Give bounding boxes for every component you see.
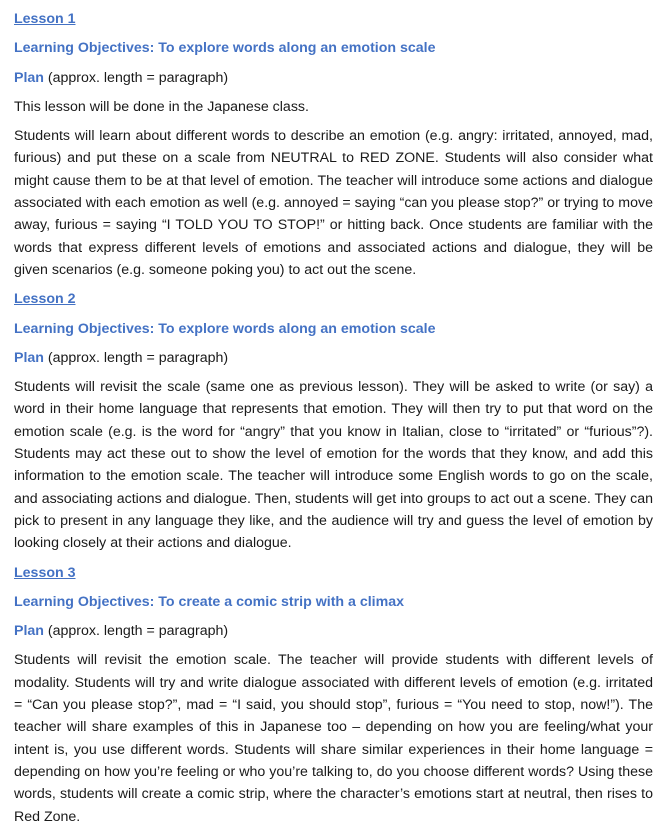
plan-line [14,347,653,369]
plan-line [14,67,653,89]
lesson-paragraph: Students will learn about different words to describe an emotion (e.g. angry: irritated, annoyed, mad, furious) and put these on a scale from NEUTRAL to RED ZONE. Students will also consider what might cause them to be at that level of emotion. The teacher will introduce some actions and dialogue associated with each emotion as well (e.g. annoyed = saying “can you please stop?” or trying to move away, furious = saying “I TOLD YOU TO STOP!” or hitting back. Once students are familiar with the words that express different levels of emotions and associated actions and dialogue, they will be given scenarios (e.g. someone poking you) to act out the scene. [14,128,653,278]
plan-label: Plan [14,623,44,640]
lesson-section-2 [14,288,653,554]
plan-label: Plan [14,69,44,86]
lesson-section-3 [14,562,653,828]
plan-note: (approx. length = paragraph) [43,623,229,640]
lesson-paragraph: Students will revisit the emotion scale. The teacher will provide students with different levels of modality. Students will try and write dialogue associated with different levels of emotion (e.g. irritated = “Can you please stop?”, mad = “I said, you should stop”, furious = “You need to stop, now!”). The teacher will share examples of this in Japanese too – depending on how you are feeling/what your intent is, you use different words. Students will share similar experiences in their home language = depending on how you’re feeling or who you’re talking to, do you choose different words? Using these words, students will create a comic strip, where the character’s emotions start at neutral, then rises to Red Zone. [14,652,653,825]
lesson-paragraph: Students will revisit the scale (same one as previous lesson). They will be asked to write (or say) a word in their home language that represents that emotion. They will then try to put that word on the emotion scale (e.g. is the word for “angry” that you know in Italian, close to “irritated” or “furious”?). Students may act these out to show the level of emotion for the words that they know, and add this information to the emotion scale. The teacher will introduce some English words to go on the scale, and associating actions and dialogue. Then, students will get into groups to act out a scene. They can pick to present in any language they like, and the audience will try and guess the level of emotion by looking closely at their actions and dialogue. [14,379,653,552]
lesson-heading: Lesson 2 [14,291,76,308]
plan-note: (approx. length = paragraph) [43,69,229,86]
plan-note: (approx. length = paragraph) [43,349,229,366]
lesson-paragraph: This lesson will be done in the Japanese class. [14,98,309,115]
lesson-heading: Lesson 3 [14,564,76,581]
plan-label: Plan [14,349,44,366]
learning-objectives: Learning Objectives: To explore words along an emotion scale [14,320,436,337]
plan-line [14,620,653,642]
lesson-heading: Lesson 1 [14,11,76,27]
lesson-section-1 [14,8,653,281]
learning-objectives: Learning Objectives: To create a comic strip with a climax [14,593,405,610]
learning-objectives: Learning Objectives: To explore words along an emotion scale [14,40,436,57]
